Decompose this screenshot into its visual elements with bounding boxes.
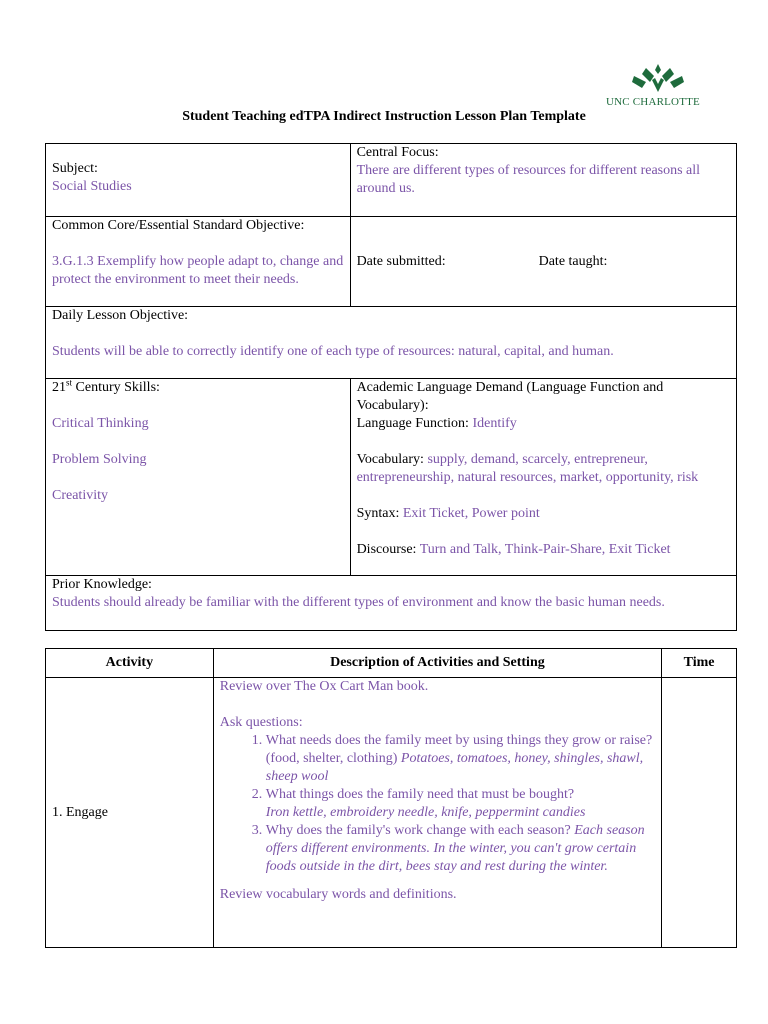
ask-questions-label: Ask questions:	[219, 715, 303, 730]
daily-objective-cell	[46, 307, 737, 379]
description-header: Description of Activities and Setting	[213, 649, 661, 678]
activities-table	[45, 648, 737, 948]
page-title: Student Teaching edTPA Indirect Instruction Lesson Plan Template	[182, 109, 586, 124]
discourse: Discourse: Turn and Talk, Think-Pair-Share, Exit Ticket	[356, 542, 671, 557]
central-focus-value: There are different types of resources for different reasons all around us.	[356, 163, 701, 196]
central-focus-label: Central Focus:	[356, 145, 439, 160]
daily-objective-value: Students will be able to correctly identify one of each type of resources: natural, capital, and human.	[52, 344, 614, 359]
description-cell	[213, 678, 661, 948]
list-item: 3. Why does the family's work change with each season? Each season offers different environments. In the winter, you can't grow certain foods outside in the dirt, bees stay and rest during the winter.	[266, 822, 655, 876]
logo-text: UNC CHARLOTTE	[606, 96, 700, 108]
list-item: 1. What needs does the family meet by using things they grow or raise? (food, shelter, clothing) Potatoes, tomatoes, honey, shingles, shawl, sheep wool	[266, 732, 655, 786]
objective-cell	[46, 217, 351, 307]
language-demand-label: Academic Language Demand (Language Function and Vocabulary):	[356, 380, 664, 413]
skill-item: Problem Solving	[52, 452, 147, 467]
date-submitted-label: Date submitted:	[356, 253, 446, 269]
dates-cell	[350, 217, 736, 307]
date-taught-label: Date taught:	[538, 253, 608, 269]
daily-objective-label: Daily Lesson Objective:	[52, 308, 189, 323]
prior-knowledge-value: Students should already be familiar with the different types of environment and know the basic human needs.	[52, 595, 665, 610]
activity-header: Activity	[46, 649, 214, 678]
central-focus-cell	[350, 144, 736, 217]
skills-label: 21st Century Skills:	[52, 377, 160, 395]
objective-value: 3.G.1.3 Exemplify how people adapt to, change and protect the environment to meet their needs.	[52, 254, 344, 287]
time-header: Time	[662, 649, 737, 678]
prior-knowledge-label: Prior Knowledge:	[52, 577, 152, 592]
unc-charlotte-logo	[602, 62, 712, 112]
skills-cell	[46, 379, 351, 576]
lesson-plan-table	[45, 143, 737, 631]
language-function: Language Function: Identify	[356, 416, 517, 431]
prior-knowledge-cell	[46, 576, 737, 631]
subject-cell	[46, 144, 351, 217]
subject-label: Subject:	[52, 161, 98, 176]
engage-outro: Review vocabulary words and definitions.	[219, 887, 457, 902]
language-demand-cell	[350, 379, 736, 576]
syntax: Syntax: Exit Ticket, Power point	[356, 506, 540, 521]
skill-item: Creativity	[52, 488, 108, 503]
subject-value: Social Studies	[52, 179, 132, 194]
table-row	[46, 678, 737, 948]
crown-emblem-icon	[630, 62, 686, 96]
question-list	[220, 732, 655, 876]
engage-intro: Review over The Ox Cart Man book.	[219, 679, 429, 694]
skill-item: Critical Thinking	[52, 416, 149, 431]
list-item: 2. What things does the family need that must be bought? Iron kettle, embroidery needle, knife, peppermint candies	[266, 786, 655, 822]
vocabulary: Vocabulary: supply, demand, scarcely, entrepreneur, entrepreneurship, natural resources, market, opportunity, risk	[356, 452, 699, 485]
time-cell	[662, 678, 737, 948]
activity-cell: 1. Engage	[46, 678, 214, 948]
objective-label: Common Core/Essential Standard Objective:	[52, 218, 305, 233]
